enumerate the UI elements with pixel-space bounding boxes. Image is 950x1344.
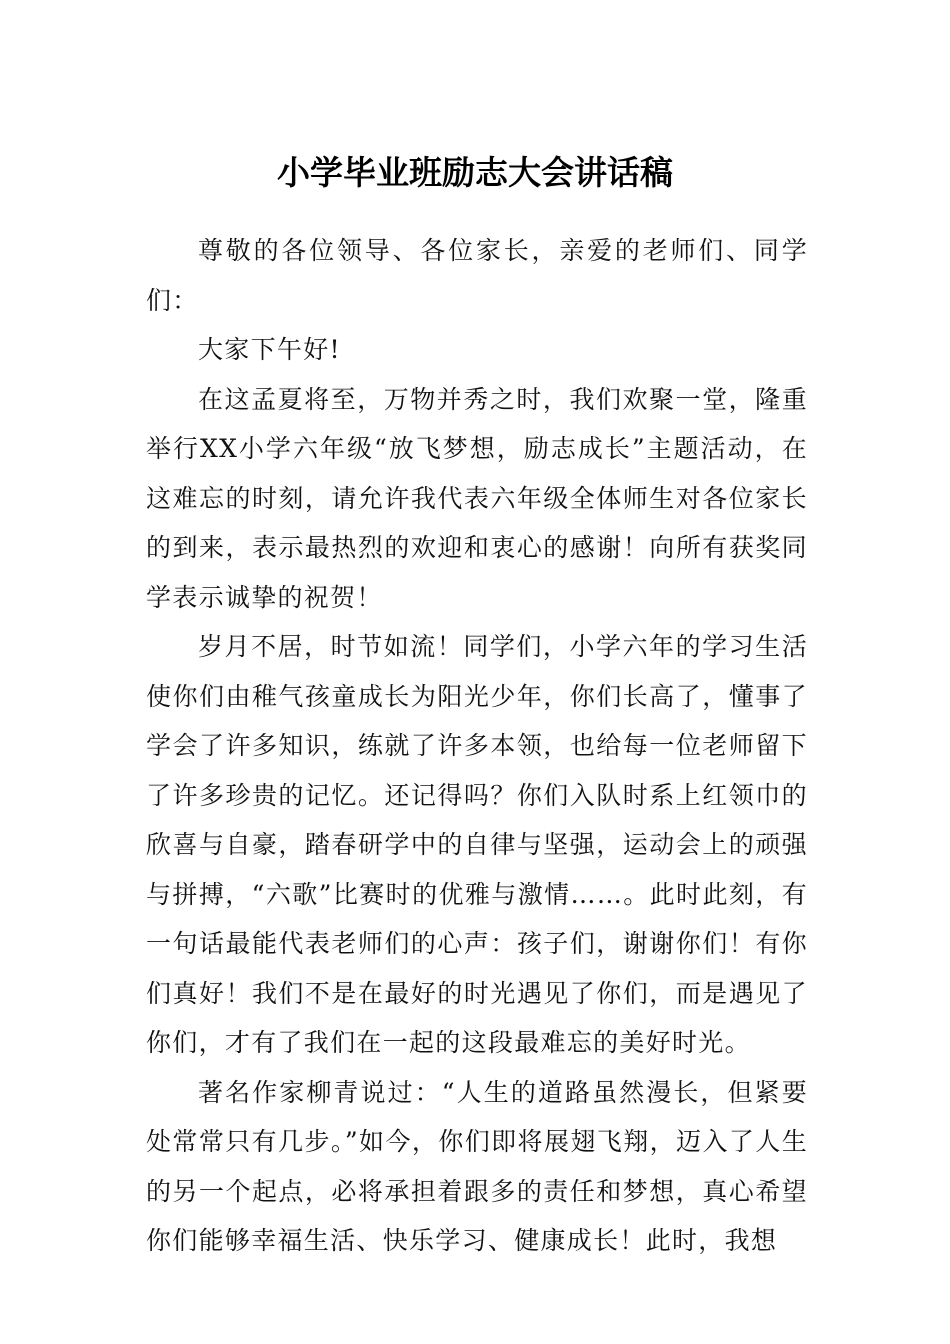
paragraph-salutation: 尊敬的各位领导、各位家长，亲爱的老师们、同学们： (146, 236, 808, 315)
paragraph-memories: 岁月不居，时节如流！同学们，小学六年的学习生活使你们由稚气孩童成长为阳光少年，你们长高了，懂事了学会了许多知识，练就了许多本领，也给每一位老师留下了许多珍贵的记忆。还记得吗？你们入队时系上红领巾的欣喜与自豪，踏春研学中的自律与坚强，运动会上的顽强与拼搏，“六歌”比赛时的优雅与激情……。此时此刻，有一句话最能代表老师们的心声：孩子们，谢谢你们！有你们真好！我们不是在最好的时光遇见了你们，而是遇见了你们，才有了我们在一起的这段最难忘的美好时光。 (146, 632, 808, 1057)
paragraph-quote: 著名作家柳青说过：“人生的道路虽然漫长，但紧要处常常只有几步。”如今，你们即将展翅飞翔，迈入了人生的另一个起点，必将承担着跟多的责任和梦想，真心希望你们能够幸福生活、快乐学习、健康成长！此时，我想 (146, 1077, 808, 1255)
paragraph-opening: 在这孟夏将至，万物并秀之时，我们欢聚一堂，隆重举行XX小学六年级“放飞梦想，励志成长”主题活动，在这难忘的时刻，请允许我代表六年级全体师生对各位家长的到来，表示最热烈的欢迎和衷心的感谢！向所有获奖同学表示诚挚的祝贺！ (146, 384, 808, 612)
document-title: 小学毕业班励志大会讲话稿 (277, 153, 673, 192)
paragraph-greeting: 大家下午好! (198, 335, 341, 364)
document-body (146, 226, 808, 1266)
